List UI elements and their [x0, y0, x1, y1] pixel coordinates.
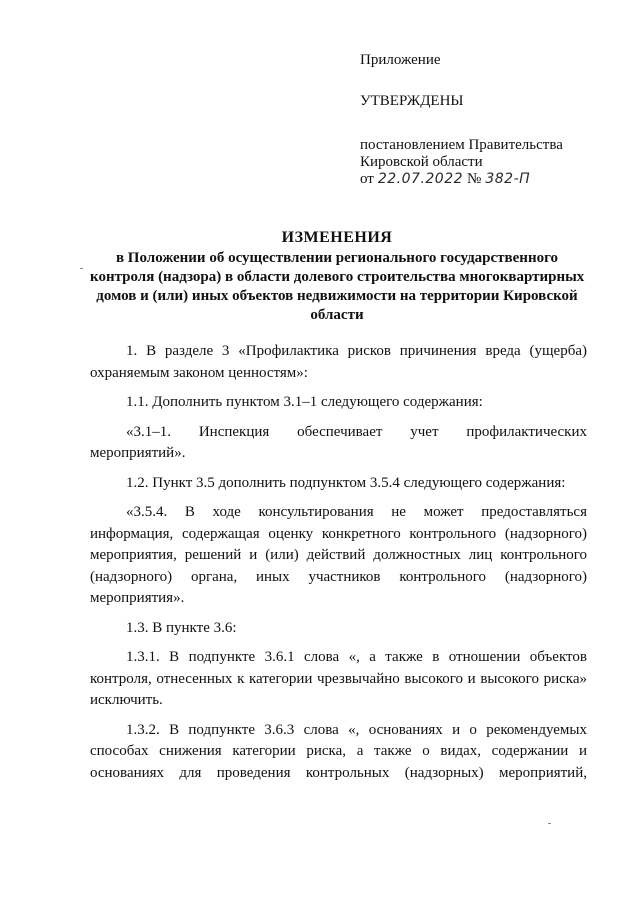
date-prefix: от	[360, 171, 374, 187]
paragraph-1	[90, 341, 587, 384]
resolution-line-2: Кировской области	[360, 154, 483, 170]
paragraph-5-line-5: мероприятия».	[90, 590, 185, 606]
paragraph-8-line-1: 1.3.2. В подпункте 3.6.3 слова «, основаниях и о рекомендуемых	[126, 721, 587, 738]
resolution-line-1: постановлением Правительства	[360, 137, 563, 153]
paragraph-1-line-2: охраняемым законом ценностям»:	[90, 364, 308, 381]
resolution-date-number	[360, 171, 610, 188]
title-line-4: области	[310, 307, 364, 323]
appendix-label: Приложение	[360, 52, 441, 68]
title-line-1: в Положении об осуществлении регионального государственного	[115, 250, 559, 266]
document-body	[90, 341, 587, 792]
paragraph-4	[90, 473, 587, 495]
scan-speck	[548, 823, 551, 824]
paragraph-8	[90, 720, 587, 785]
paragraph-5-line-2: информация, содержащая оценку конкретного контрольного (надзорного)	[90, 525, 587, 542]
document-title	[90, 228, 584, 325]
title-heading: ИЗМЕНЕНИЯ	[281, 229, 393, 246]
paragraph-6-line-1: 1.3. В пункте 3.6:	[126, 619, 237, 636]
handwritten-date: 22.07.2022	[377, 171, 464, 187]
paragraph-2	[90, 392, 587, 414]
paragraph-3-line-2: мероприятий».	[90, 445, 186, 461]
paragraph-7-line-2: контроля, отнесенных к категории чрезвычайно высокого и высокого риска»	[90, 670, 587, 687]
title-line-3: домов и (или) иных объектов недвижимости на территории Кировской	[96, 288, 578, 304]
paragraph-5	[90, 502, 587, 610]
scan-speck	[80, 268, 83, 269]
paragraph-3-line-1: «3.1–1. Инспекция обеспечивает учет профилактических	[126, 423, 587, 440]
approved-label: УТВЕРЖДЕНЫ	[360, 93, 464, 109]
number-sign: №	[467, 171, 482, 187]
title-line-2: контроля (надзора) в области долевого строительства многоквартирных	[90, 269, 585, 285]
paragraph-6	[90, 618, 587, 640]
paragraph-5-line-3: мероприятия, решений и (или) действий должностных лиц контрольного	[90, 547, 587, 563]
handwritten-number: 382-П	[485, 171, 531, 187]
paragraph-4-line-1: 1.2. Пункт 3.5 дополнить подпунктом 3.5.4 следующего содержания:	[126, 474, 566, 491]
paragraph-8-line-2: способах снижения категории риска, а также о видах, содержании и	[90, 743, 587, 759]
paragraph-2-line-1: 1.1. Дополнить пунктом 3.1–1 следующего содержания:	[126, 394, 483, 410]
paragraph-3	[90, 422, 587, 465]
paragraph-7-line-3: исключить.	[90, 692, 163, 708]
paragraph-5-line-4: (надзорного) органа, иных участников контрольного (надзорного)	[90, 568, 587, 585]
paragraph-8-line-3: основаниях для проведения контрольных (надзорных) мероприятий,	[90, 764, 587, 781]
approval-block	[360, 52, 610, 188]
paragraph-7-line-1: 1.3.1. В подпункте 3.6.1 слова «, а также в отношении объектов	[126, 649, 587, 665]
paragraph-7	[90, 647, 587, 712]
paragraph-5-line-1: «3.5.4. В ходе консультирования не может предоставляться	[126, 504, 587, 520]
paragraph-1-line-1: 1. В разделе 3 «Профилактика рисков причинения вреда (ущерба)	[126, 343, 587, 359]
